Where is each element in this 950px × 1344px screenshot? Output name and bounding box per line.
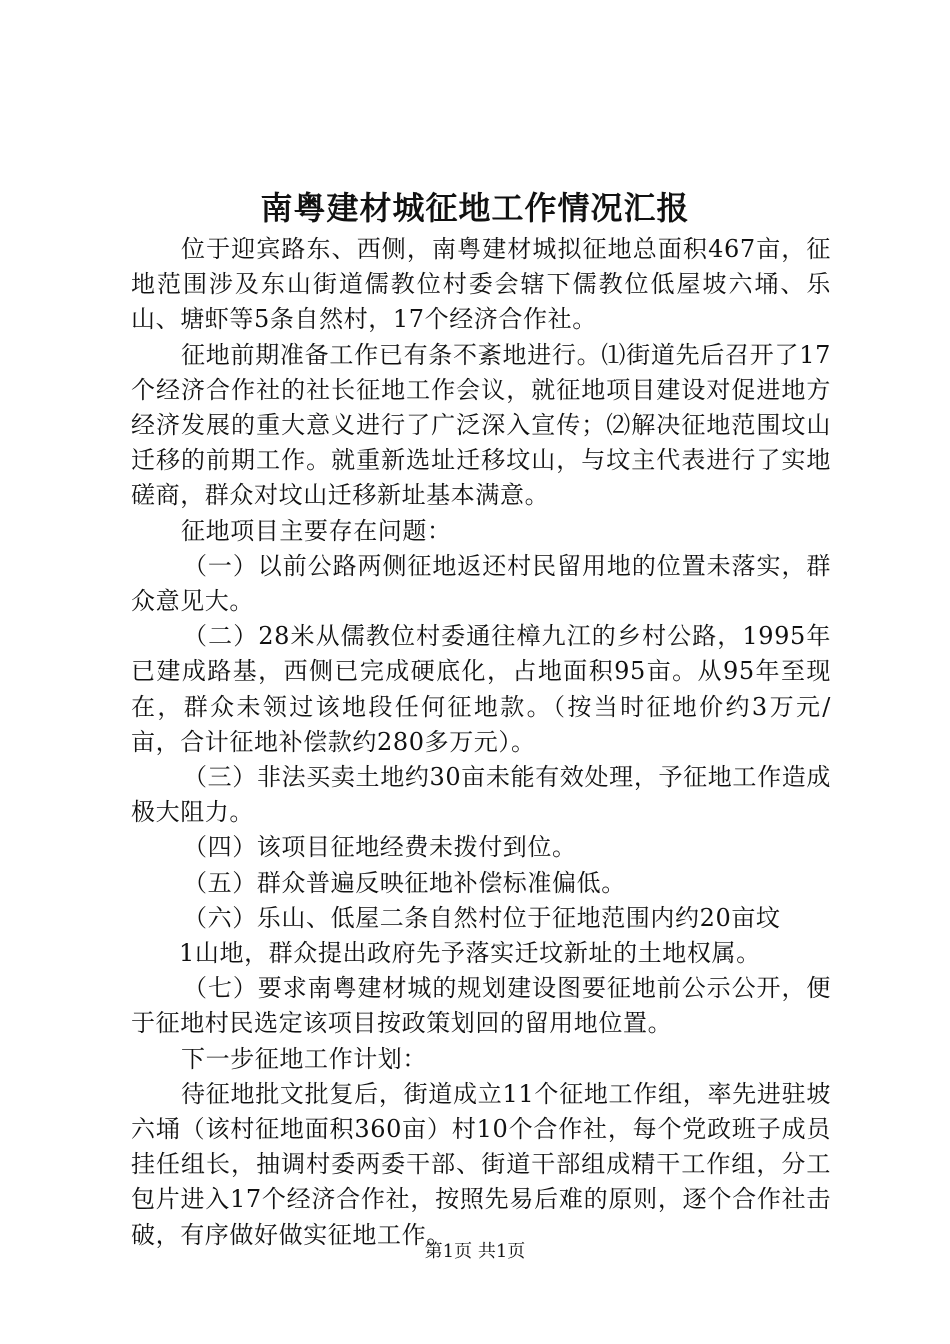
issue-item-7: （七）要求南粤建材城的规划建设图要征地前公示公开，便于征地村民选定该项目按政策划回的留用地位置。 [131,974,831,1038]
document-title: 南粤建材城征地工作情况汇报 [260,189,690,227]
issue-item-6-continuation: 1山地，群众提出政府先予落实迁坟新址的土地权属。 [179,939,761,968]
paragraph-issues-heading: 征地项目主要存在问题： [181,516,452,545]
paragraph-plan: 待征地批文批复后，街道成立11个征地工作组，率先进驻坡六埇（该村征地面积360亩）村10个合作社，每个党政班子成员挂任组长，抽调村委两委干部、街道干部组成精干工作组，分工包片进入17个经济合作社，按照先易后难的原则，逐个合作社击破，有序做好做实征地工作。 [131,1079,831,1249]
page-footer: 第1页 共1页 [424,1241,526,1262]
issue-item-6: （六）乐山、低屋二条自然村位于征地范围内约20亩坟 [183,903,781,932]
issue-item-3: （三）非法买卖土地约30亩未能有效处理，予征地工作造成极大阻力。 [131,763,831,827]
issue-item-5: （五）群众普遍反映征地补偿标准偏低。 [183,868,626,897]
paragraph-plan-heading: 下一步征地工作计划： [181,1044,427,1073]
paragraph-location: 位于迎宾路东、西侧，南粤建材城拟征地总面积467亩，征地范围涉及东山街道儒教位村委会辖下儒教位低屋坡六埇、乐山、塘虾等5条自然村，17个经济合作社。 [131,235,831,334]
issue-item-4: （四）该项目征地经费未拨付到位。 [183,833,577,862]
paragraph-preparation: 征地前期准备工作已有条不紊地进行。⑴街道先后召开了17个经济合作社的社长征地工作会议，就征地项目建设对促进地方经济发展的重大意义进行了广泛深入宣传；⑵解决征地范围坟山迁移的前期工作。就重新选址迁移坟山，与坟主代表进行了实地磋商，群众对坟山迁移新址基本满意。 [131,340,831,510]
document-body [131,232,831,1253]
issue-item-2: （二）28米从儒教位村委通往樟九江的乡村公路，1995年已建成路基，西侧已完成硬底化，占地面积95亩。从95年至现在，群众未领过该地段任何征地款。（按当时征地价约3万元/亩，合计征地补偿款约280多万元）。 [131,622,831,756]
issue-item-1: （一）以前公路两侧征地返还村民留用地的位置未落实，群众意见大。 [131,551,831,616]
